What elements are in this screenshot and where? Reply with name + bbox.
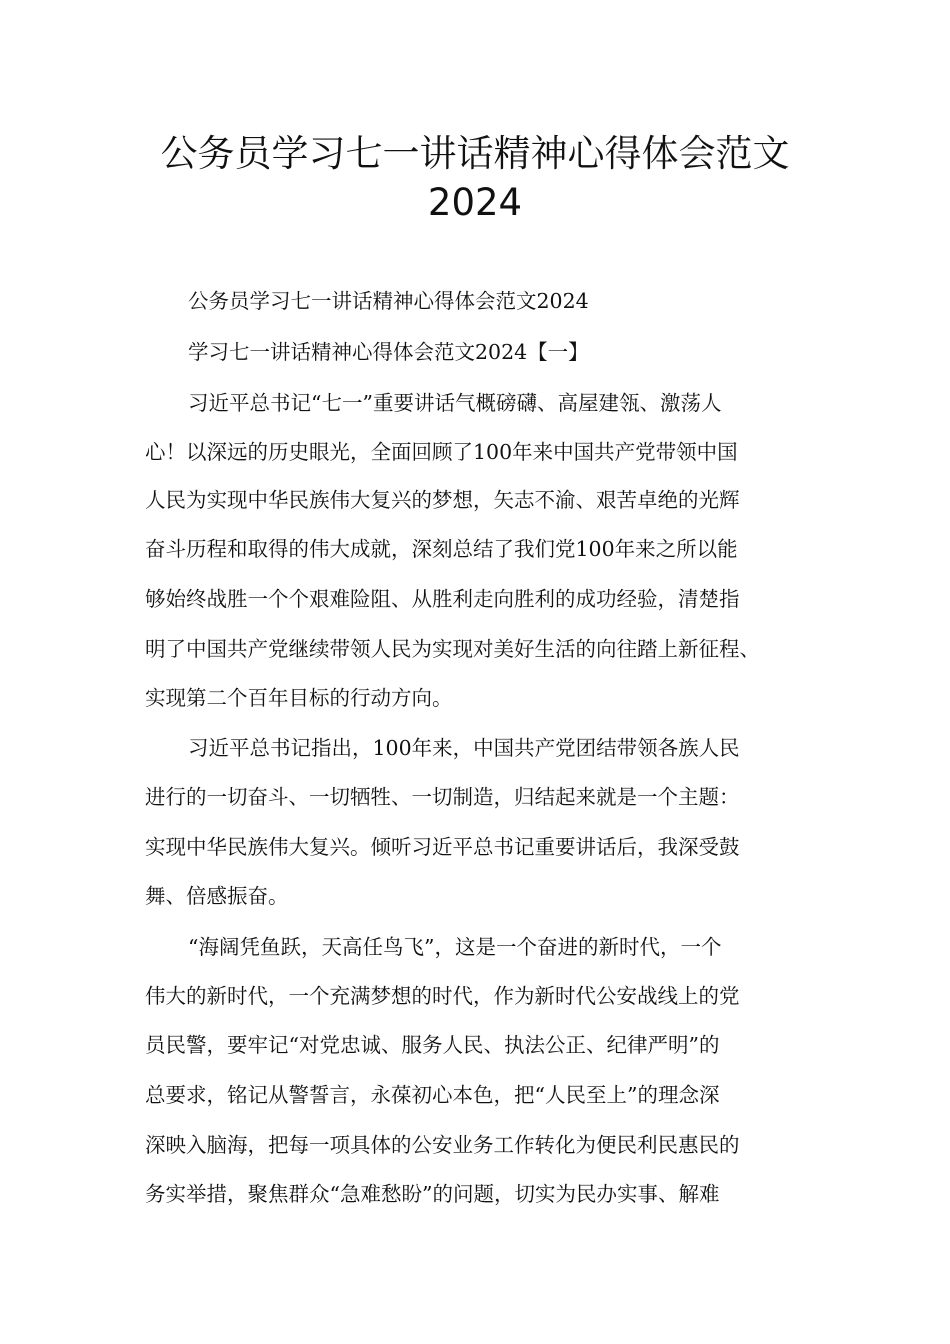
paragraph-3-line-2: 伟大的新时代，一个充满梦想的时代，作为新时代公安战线上的党 [145, 984, 740, 1008]
paragraph-1-line-5: 够始终战胜一个个艰难险阻、从胜利走向胜利的成功经验，清楚指 [145, 587, 740, 611]
paragraph-1-line-6: 明了中国共产党继续带领人民为实现对美好生活的向往踏上新征程、 [145, 637, 760, 661]
paragraph-2-line-3: 实现中华民族伟大复兴。倾听习近平总书记重要讲话后，我深受鼓 [145, 835, 740, 859]
paragraph-1-line-1: 习近平总书记“七一”重要讲话气概磅礴、高屋建瓴、激荡人 [188, 391, 722, 415]
document-title-line-1: 公务员学习七一讲话精神心得体会范文 [160, 132, 790, 175]
paragraph-1-line-4: 奋斗历程和取得的伟大成就，深刻总结了我们党100年来之所以能 [145, 537, 738, 561]
paragraph-3-line-6: 务实举措，聚焦群众“急难愁盼”的问题，切实为民办实事、解难 [145, 1182, 720, 1206]
paragraph-1-line-2: 心！以深远的历史眼光，全面回顾了100年来中国共产党带领中国 [145, 440, 738, 464]
paragraph-3-line-4: 总要求，铭记从警誓言，永葆初心本色，把“人民至上”的理念深 [145, 1083, 720, 1107]
paragraph-3-line-5: 深映入脑海，把每一项具体的公安业务工作转化为便民利民惠民的 [145, 1133, 740, 1157]
section-heading: 学习七一讲话精神心得体会范文2024【一】 [188, 340, 589, 364]
paragraph-2-line-2: 进行的一切奋斗、一切牺牲、一切制造，归结起来就是一个主题： [145, 785, 740, 809]
document-title-line-2: 2024 [427, 181, 523, 224]
paragraph-2-line-1: 习近平总书记指出，100年来，中国共产党团结带领各族人民 [188, 736, 740, 760]
paragraph-3-line-3: 员民警，要牢记“对党忠诚、服务人民、执法公正、纪律严明”的 [145, 1033, 720, 1057]
paragraph-2-line-4: 舞、倍感振奋。 [145, 884, 289, 908]
paragraph-1-line-3: 人民为实现中华民族伟大复兴的梦想，矢志不渝、艰苦卓绝的光辉 [145, 488, 740, 512]
paragraph-3-line-1: “海阔凭鱼跃，天高任鸟飞”，这是一个奋进的新时代，一个 [188, 935, 722, 959]
paragraph-1-line-7: 实现第二个百年目标的行动方向。 [145, 686, 453, 710]
subtitle-line: 公务员学习七一讲话精神心得体会范文2024 [188, 289, 589, 313]
